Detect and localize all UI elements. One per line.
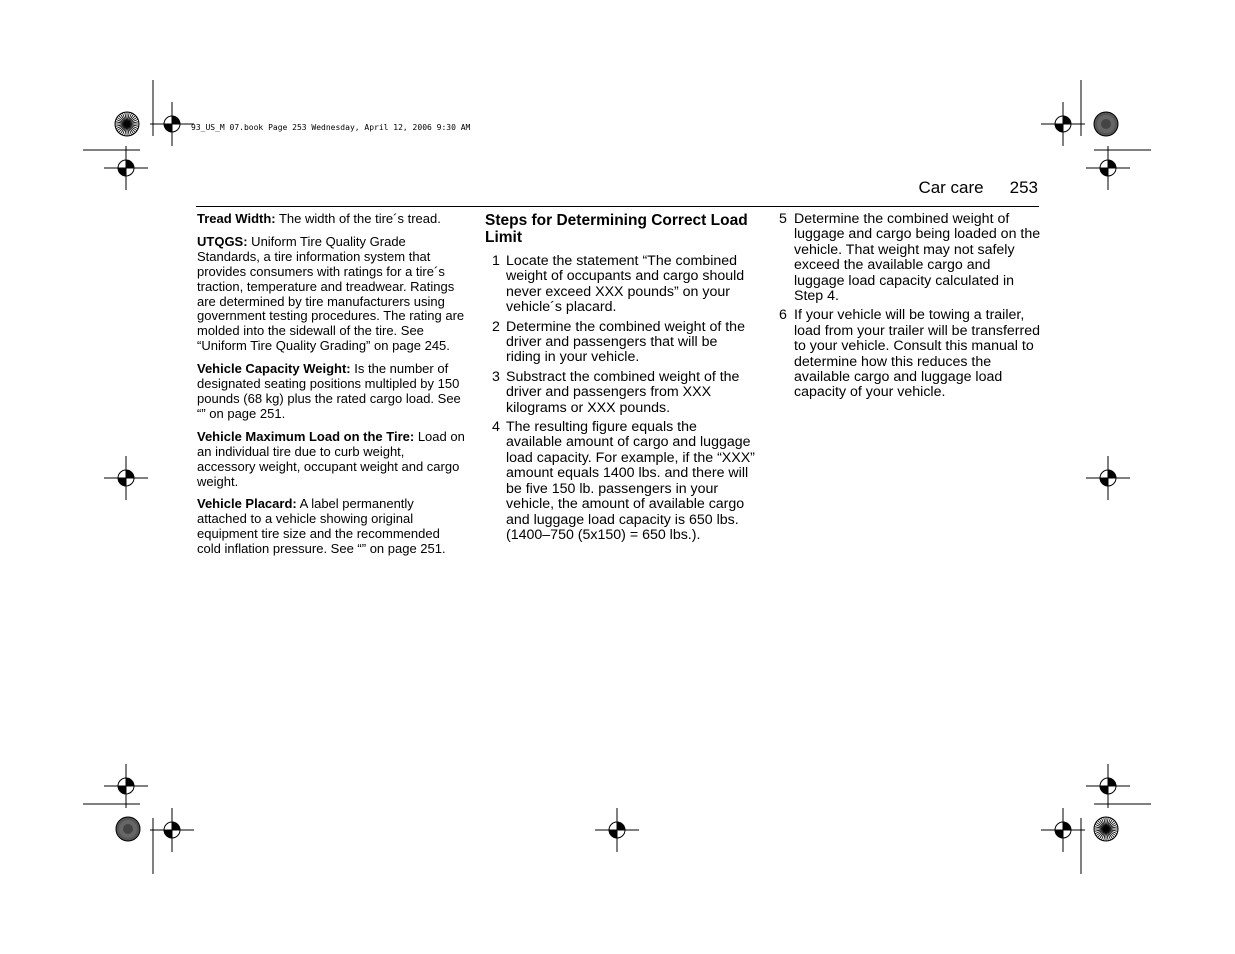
print-slug: 93_US_M 07.book Page 253 Wednesday, April 12, 2006 9:30 AM <box>191 123 471 132</box>
definition-text: Load on an individual tire due to curb weight, accessory weight, occupant weight and cargo weight. <box>197 428 465 489</box>
definition-term: Vehicle Placard: <box>197 496 297 512</box>
step-number: 2 <box>492 318 500 335</box>
step-text: Determine the combined weight of luggage and cargo being loaded on the vehicle. That weight may not safely exceed the available cargo and luggage load capacity calculated in Step 4. <box>794 211 1041 305</box>
definition-term: Vehicle Capacity Weight: <box>197 361 351 377</box>
definition-tread-width <box>197 212 465 227</box>
step-text: Determine the combined weight of the driver and passengers that will be riding in your vehicle. <box>506 318 745 366</box>
definition-term: Tread Width: <box>197 211 276 226</box>
step-text: Locate the statement “The combined weight of occupants and cargo should never exceed XXX pounds” on your vehicle´s placard. <box>506 253 745 316</box>
step-text: Substract the combined weight of the driver and passengers from XXX kilograms or XXX pounds. <box>506 368 740 416</box>
definition-text: Uniform Tire Quality Grade Standards, a tire information system that provides consumers with ratings for a tire´s traction, temperature and treadwear. Ratings are determined by tire manufacturers using government testing procedures. The rating are molded into the sidewall of the tire. See “Uniform Tire Quality Grading” on page 245. <box>197 233 465 354</box>
definitions-column <box>197 212 465 565</box>
step-text: The resulting figure equals the available amount of cargo and luggage load capacity. For example, if the “XXX” amount equals 1400 lbs. and there will be five 150 lb. passengers in your vehicle, the amount of available cargo and luggage load capacity is 650 lbs. (1400–750 (5x150) = 650 lbs.). <box>506 419 755 543</box>
section-title: Car care <box>918 178 984 197</box>
header-rule <box>196 206 1039 207</box>
list-item <box>779 308 1041 400</box>
definition-vehicle-maximum-load <box>197 430 465 490</box>
running-header <box>860 178 1038 198</box>
definition-text: The width of the tire´s tread. <box>275 211 441 226</box>
definition-utqgs <box>197 235 465 354</box>
page-number: 253 <box>1009 178 1038 197</box>
definition-vehicle-capacity-weight <box>197 362 465 422</box>
definition-vehicle-placard <box>197 497 465 557</box>
step-number: 3 <box>492 368 500 385</box>
step-number: 5 <box>779 211 787 227</box>
step-number: 6 <box>779 307 787 324</box>
list-item <box>485 370 755 416</box>
step-number: 4 <box>492 419 500 436</box>
step-number: 1 <box>492 253 500 269</box>
step-text: If your vehicle will be towing a trailer, load from your trailer will be transferred to your vehicle. Consult this manual to determine how this reduces the available cargo and luggage load capacity of your vehicle. <box>794 307 1041 401</box>
steps-column-continued <box>779 212 1041 405</box>
section-heading: Steps for Determining Correct Load Limit <box>485 212 748 246</box>
list-item <box>485 320 755 366</box>
steps-column <box>485 212 755 547</box>
definition-term: Vehicle Maximum Load on the Tire: <box>197 428 415 444</box>
list-item <box>485 254 755 316</box>
list-item <box>485 420 755 543</box>
definition-text: A label permanently attached to a vehicle showing original equipment tire size and the recommended cold inflation pressure. See “” on page 251. <box>197 496 446 557</box>
definition-text: Is the number of designated seating positions multipled by 150 pounds (68 kg) plus the rated cargo load. See “” on page 251. <box>197 361 461 421</box>
list-item <box>779 212 1041 304</box>
definition-term: UTQGS: <box>197 233 248 249</box>
